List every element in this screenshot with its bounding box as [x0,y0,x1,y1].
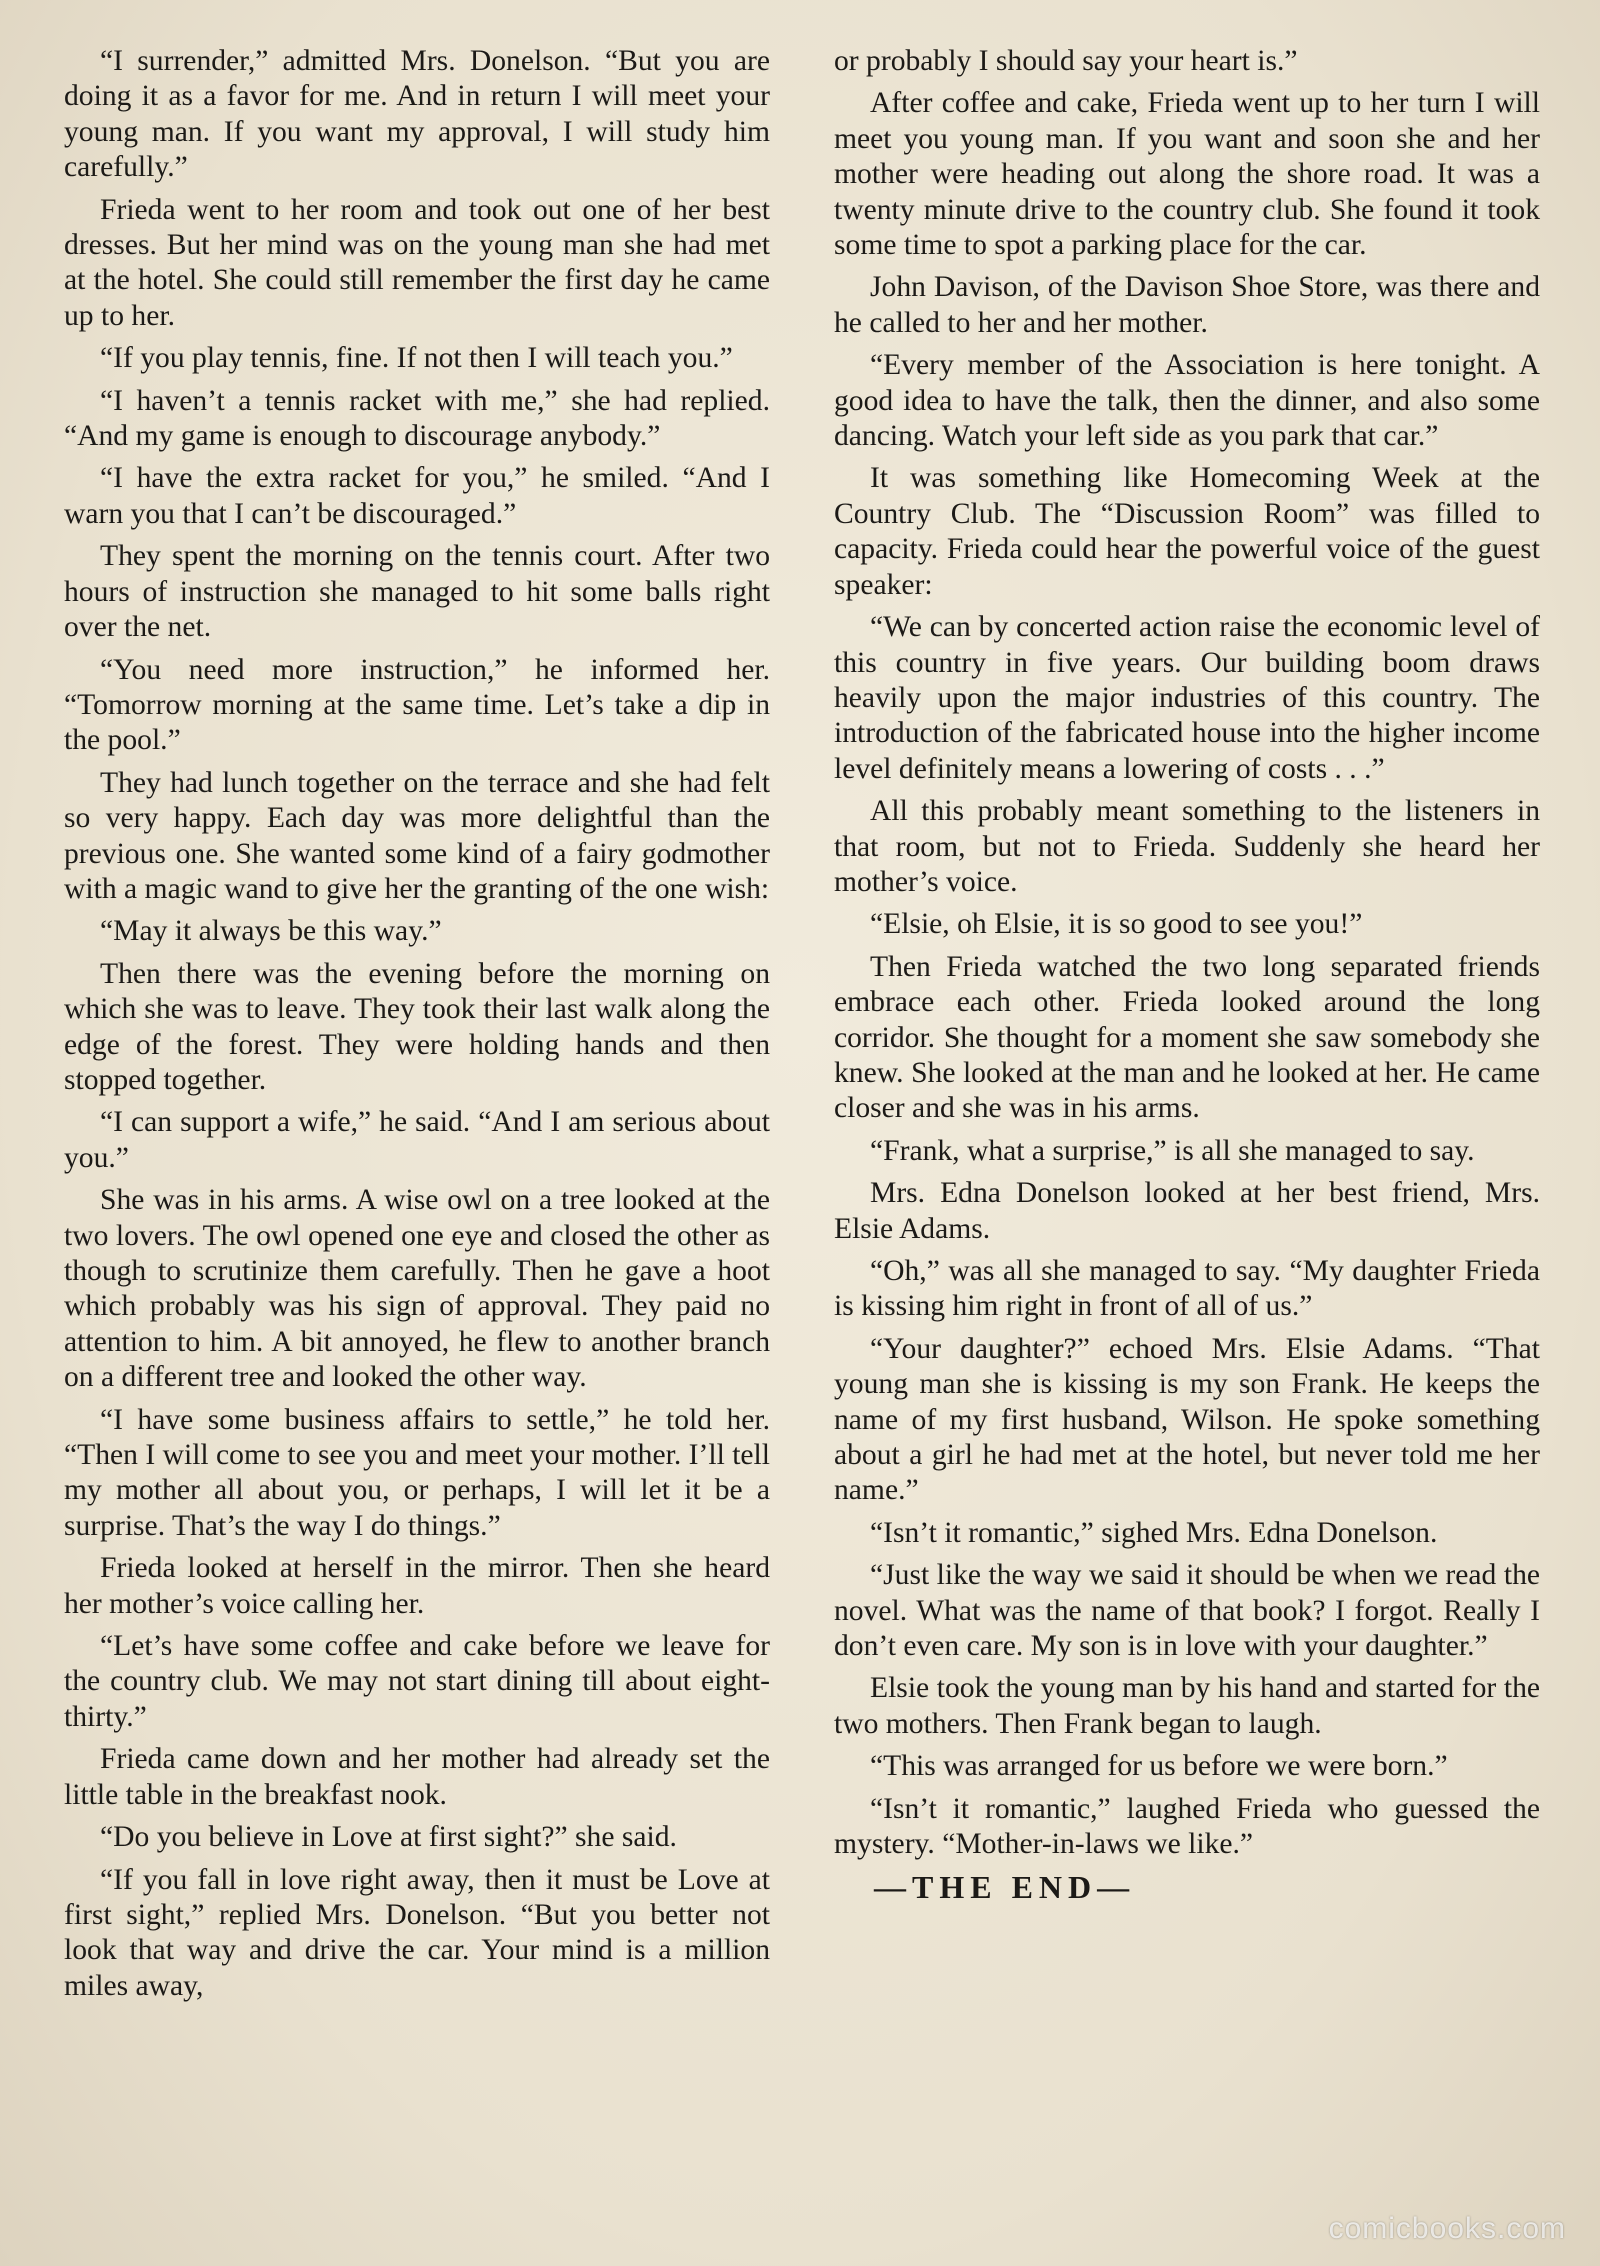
paragraph: All this probably meant something to the listeners in that room, but not to Frieda. Suddenly she heard her mother’s voice. [834,795,1540,898]
paragraph: Frieda came down and her mother had already set the little table in the breakfast nook. [64,1743,770,1811]
paragraph: “I have the extra racket for you,” he smiled. “And I warn you that I can’t be discouraged.” [64,462,770,530]
paragraph: “You need more instruction,” he informed her. “Tomorrow morning at the same time. Let’s take a dip in the pool.” [64,653,770,757]
paragraph: “If you fall in love right away, then it must be Love at first sight,” replied Mrs. Donelson. “But you better not look that way and drive the car. Your mind is a million miles away, [64,1863,770,2002]
the-end-label: —THE END— [874,1868,1136,1905]
left-column [64,44,770,2011]
paragraph: She was in his arms. A wise owl on a tree looked at the two lovers. The owl opened one eye and closed the other as though to scrutinize them carefully. Then he gave a hoot which probably was his sign of approval. They paid no attention to him. A bit annoyed, he flew to another branch on a different tree and looked the other way. [64,1184,770,1394]
paragraph: “Do you believe in Love at first sight?” she said. [100,1821,677,1854]
paragraph: “Just like the way we said it should be when we read the novel. What was the name of that book? I forgot. Really I don’t even care. My son is in love with your daughter.” [834,1559,1540,1663]
paragraph: After coffee and cake, Frieda went up to her turn I will meet you young man. If you want and soon she and her mother were heading out along the shore road. It was a twenty minute drive to the country club. She found it took some time to spot a parking place for the car. [834,87,1540,262]
paragraph: “Frank, what a surprise,” is all she managed to say. [870,1134,1475,1167]
paragraph: Elsie took the young man by his hand and started for the two mothers. Then Frank began to laugh. [834,1672,1540,1740]
paragraph: “Elsie, oh Elsie, it is so good to see you!” [870,908,1363,941]
right-column [834,44,1540,1912]
paragraph: “We can by concerted action raise the economic level of this country in five years. Our building boom draws heavily upon the major industries of this country. The introduction of the fabricated house into the higher income level definitely means a lowering of costs . . .” [834,611,1540,785]
paragraph-continuation: or probably I should say your heart is.” [834,45,1298,77]
paragraph: “I have some business affairs to settle,” he told her. “Then I will come to see you and meet your mother. I’ll tell my mother all about you, or perhaps, I will let it be a surprise. That’s the way I do things.” [64,1403,770,1542]
paragraph: “Every member of the Association is here tonight. A good idea to have the talk, then the dinner, and also some dancing. Watch your left side as you park that car.” [834,349,1540,453]
paragraph: John Davison, of the Davison Shoe Store, was there and he called to her and her mother. [834,271,1540,339]
paragraph: “Isn’t it romantic,” sighed Mrs. Edna Donelson. [870,1516,1438,1549]
paragraph: Mrs. Edna Donelson looked at her best friend, Mrs. Elsie Adams. [834,1177,1540,1245]
paragraph: “May it always be this way.” [100,915,442,948]
paragraph: “I haven’t a tennis racket with me,” she had replied. “And my game is enough to discourage anybody.” [64,384,770,453]
paragraph: It was something like Homecoming Week at the Country Club. The “Discussion Room” was filled to capacity. Frieda could hear the powerful voice of the guest speaker: [834,462,1540,601]
paragraph: “I can support a wife,” he said. “And I am serious about you.” [64,1106,770,1174]
paragraph: Frieda went to her room and took out one of her best dresses. But her mind was on the young man she had met at the hotel. She could still remember the first day he came up to her. [64,193,770,332]
paragraph: They had lunch together on the terrace and she had felt so very happy. Each day was more delightful than the previous one. She wanted some kind of a fairy godmother with a magic wand to give her the granting of the one wish: [64,766,770,905]
site-watermark: comicbooks.com [1328,2212,1566,2245]
paragraph: “Let’s have some coffee and cake before we leave for the country club. We may not start dining till about eight-thirty.” [64,1630,770,1733]
paragraph: “Your daughter?” echoed Mrs. Elsie Adams. “That young man she is kissing is my son Frank. He keeps the name of my first husband, Wilson. He spoke something about a girl he had met at the hotel, but never told me her name.” [834,1332,1540,1507]
paragraph: Then there was the evening before the morning on which she was to leave. They took their last walk along the edge of the forest. They were holding hands and then stopped together. [64,957,770,1096]
paragraph: “If you play tennis, fine. If not then I will teach you.” [100,342,733,375]
paragraph: “I surrender,” admitted Mrs. Donelson. “But you are doing it as a favor for me. And in return I will meet your young man. If you want my approval, I will study him carefully.” [64,45,770,184]
paragraph: “This was arranged for us before we were born.” [870,1750,1448,1783]
paragraph: Frieda looked at herself in the mirror. Then she heard her mother’s voice calling her. [64,1552,770,1620]
paragraph: “Isn’t it romantic,” laughed Frieda who guessed the mystery. “Mother-in-laws we like.” [834,1792,1540,1861]
paragraph: Then Frieda watched the two long separated friends embrace each other. Frieda looked around the long corridor. She thought for a moment she saw somebody she knew. She looked at the man and he looked at her. He came closer and she was in his arms. [834,950,1540,1125]
paragraph: “Oh,” was all she managed to say. “My daughter Frieda is kissing him right in front of all of us.” [834,1255,1540,1323]
paragraph: They spent the morning on the tennis court. After two hours of instruction she managed to hit some balls right over the net. [64,540,770,644]
